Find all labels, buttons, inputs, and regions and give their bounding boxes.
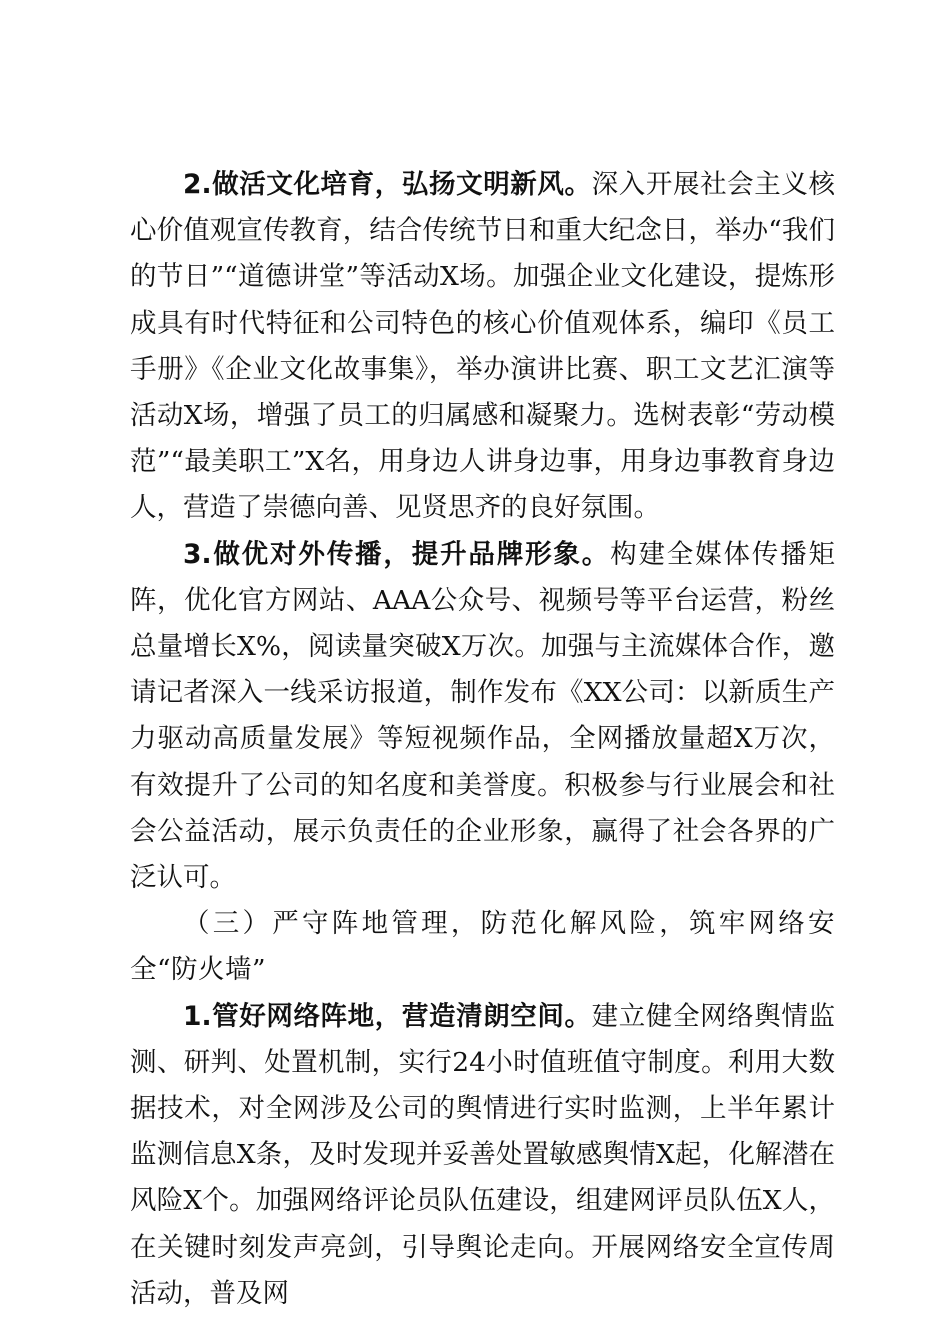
paragraph-heading: 1.管好网络阵地，营造清朗空间。 <box>183 1000 592 1032</box>
paragraph-heading: 3.做优对外传播，提升品牌形象。 <box>183 538 611 570</box>
paragraph-body: 深入开展社会主义核心价值观宣传教育，结合传统节日和重大纪念日，举办“我们的节日”“道德讲堂”等活动X场。加强企业文化建设，提炼形成具有时代特征和公司特色的核心价值观体系，编印《员工手册》《企业文化故事集》，举办演讲比赛、职工文艺汇演等活动X场，增强了员工的归属感和凝聚力。选树表彰“劳动模范”“最美职工”X名，用身边人讲身边事，用身边事教育身边人，营造了崇德向善、见贤思齐的良好氛围。 <box>130 169 836 524</box>
paragraph-culture <box>130 162 835 532</box>
section-heading: （三）严守阵地管理，防范化解风险，筑牢网络安全“防火墙” <box>130 908 835 986</box>
paragraph-body: 建立健全网络舆情监测、研判、处置机制，实行24小时值班值守制度。利用大数据技术，对全网涉及公司的舆情进行实时监测，上半年累计监测信息X条，及时发现并妥善处置敏感舆情X起，化解潜在风险X个。加强网络评论员队伍建设，组建网评员队伍X人，在关键时刻发声亮剑，引导舆论走向。开展网络安全宣传周活动，普及网 <box>130 1000 836 1309</box>
paragraph-body: 构建全媒体传播矩阵，优化官方网站、AAA公众号、视频号等平台运营，粉丝总量增长X%，阅读量突破X万次。加强与主流媒体合作，邀请记者深入一线采访报道，制作发布《XX公司：以新质生产力驱动高质量发展》等短视频作品，全网播放量超X万次，有效提升了公司的知名度和美誉度。积极参与行业展会和社会公益活动，展示负责任的企业形象，赢得了社会各界的广泛认可。 <box>130 538 835 894</box>
paragraph-network <box>130 994 835 1317</box>
paragraph-heading: 2.做活文化培育，弘扬文明新风。 <box>183 169 592 200</box>
document-page <box>130 162 835 1317</box>
paragraph-communication <box>130 532 835 902</box>
